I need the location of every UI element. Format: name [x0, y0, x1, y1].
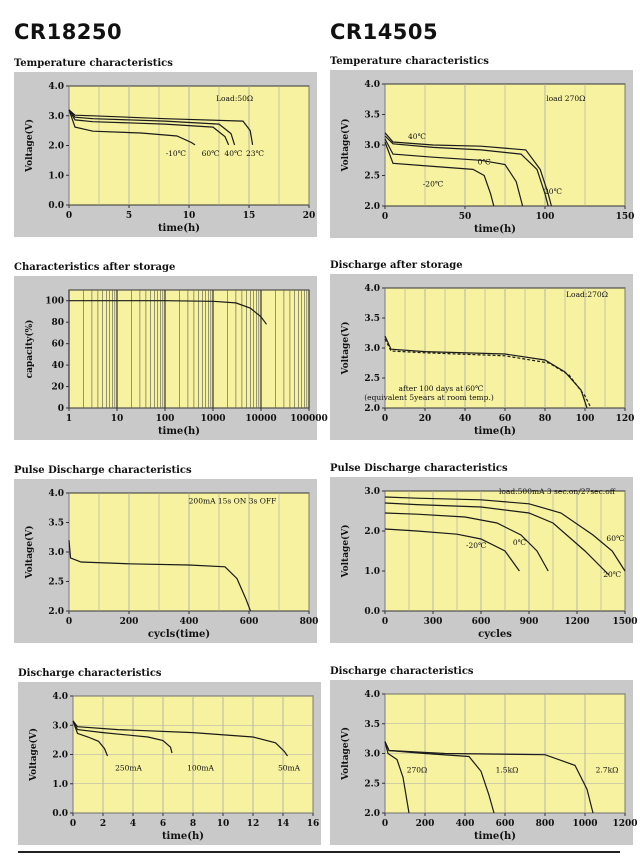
x-tick-label: 16 [306, 819, 320, 829]
y-tick-label: 3.5 [48, 518, 64, 529]
x-tick-label: 10 [110, 414, 124, 424]
x-tick-label: 60 [498, 414, 512, 424]
x-tick-label: 0 [381, 819, 389, 829]
y-tick-label: 100 [45, 296, 64, 307]
y-tick-label: 40 [51, 361, 64, 372]
x-tick-label: 5 [125, 211, 133, 221]
chart-annotation: load 270Ω [546, 94, 586, 104]
chart-panel [330, 477, 638, 643]
x-axis-label: time(h) [473, 426, 517, 437]
y-tick-label: 3.0 [364, 749, 380, 760]
x-tick-label: 200 [415, 819, 435, 829]
x-tick-label: 1 [65, 414, 73, 424]
y-tick-label: 4.0 [48, 82, 64, 92]
y-tick-label: 0.0 [364, 607, 380, 617]
y-axis-label: Voltage(V) [25, 525, 35, 579]
chart-annotation: load:500mA 3 sec.on/27sec.off [498, 487, 616, 497]
chart-svg [14, 72, 317, 237]
chart-svg [14, 276, 328, 440]
chart-panel [330, 70, 633, 238]
series-label: 0℃ [512, 538, 526, 547]
y-tick-label: 2.5 [364, 171, 380, 182]
x-tick-label: 1000 [572, 819, 598, 829]
y-tick-label: 2.0 [48, 607, 64, 617]
y-tick-label: 3.0 [364, 344, 380, 354]
y-tick-label: 4.0 [52, 692, 68, 702]
x-tick-label: 8 [189, 819, 197, 829]
y-tick-label: 3.5 [364, 110, 380, 121]
series-label: 60℃ [606, 534, 625, 543]
y-tick-label: 2.5 [364, 779, 380, 790]
series-label: 50mA [277, 763, 301, 773]
x-tick-label: 600 [495, 819, 515, 829]
chart-annotation: after 100 days at 60℃ [398, 384, 484, 394]
x-tick-label: 400 [455, 819, 475, 829]
x-tick-label: 40 [458, 414, 472, 424]
x-axis-label: cycls(time) [147, 629, 211, 640]
series-label: 23℃ [246, 148, 264, 158]
chart-panel [14, 72, 317, 237]
x-tick-label: 0 [381, 212, 389, 222]
x-tick-label: 900 [519, 617, 539, 627]
x-axis-label: time(h) [473, 224, 517, 235]
y-axis-label: Voltage(V) [25, 118, 35, 173]
x-tick-label: 600 [471, 617, 491, 627]
chart-title: Discharge characteristics [18, 668, 162, 679]
plot-area [69, 290, 309, 408]
series-label: -20℃ [465, 540, 487, 550]
chart-svg [18, 682, 321, 845]
series-label: 100mA [187, 763, 214, 773]
y-tick-label: 1.0 [364, 567, 380, 577]
chart-annotation: (equivalent 5years at room temp.) [364, 393, 494, 403]
y-axis-label: Voltage(V) [341, 726, 351, 781]
chart-svg [330, 274, 633, 440]
x-tick-label: 2 [99, 819, 107, 829]
y-tick-label: 4.0 [364, 690, 380, 700]
x-tick-label: 150 [615, 212, 635, 222]
y-axis-label: Voltage(V) [341, 321, 351, 375]
chart-title: Pulse Discharge characteristics [14, 465, 192, 476]
chart-title: Discharge characteristics [330, 666, 474, 677]
y-tick-label: 3.0 [364, 141, 380, 151]
y-tick-label: 2.0 [364, 202, 380, 212]
chart-svg [14, 479, 317, 643]
y-tick-label: 2.5 [48, 577, 64, 588]
chart-title: Pulse Discharge characteristics [330, 463, 508, 474]
series-label: 20℃ [603, 570, 622, 579]
y-tick-label: 0.0 [48, 201, 64, 211]
x-tick-label: 100 [155, 414, 175, 424]
y-tick-label: 2.0 [364, 809, 380, 819]
series-label: 270Ω [406, 765, 428, 775]
x-tick-label: 10000 [245, 414, 277, 424]
chart-title: Temperature characteristics [330, 56, 489, 67]
x-tick-label: 20 [418, 414, 432, 424]
y-tick-label: 2.0 [48, 141, 64, 152]
x-axis-label: time(h) [157, 426, 201, 437]
bottom-divider [18, 851, 620, 853]
x-tick-label: 0 [65, 617, 73, 627]
y-axis-label: Voltage(V) [29, 727, 39, 782]
y-tick-label: 4.0 [48, 489, 64, 499]
x-tick-label: 12 [246, 819, 260, 829]
x-axis-label: time(h) [157, 223, 201, 234]
x-tick-label: 0 [65, 211, 73, 221]
chart-svg [330, 70, 633, 238]
x-axis-label: time(h) [161, 831, 205, 842]
x-tick-label: 200 [119, 617, 139, 627]
x-tick-label: 1200 [612, 819, 638, 829]
chart-annotation: 200mA 15s ON 3s OFF [188, 496, 277, 506]
series-label: 20℃ [544, 186, 562, 196]
y-tick-label: 1.0 [48, 171, 64, 182]
chart-annotation: Load:270Ω [566, 290, 608, 299]
series-label: 1.5kΩ [495, 765, 519, 775]
y-axis-label: Voltage(V) [341, 524, 351, 578]
y-tick-label: 0 [57, 404, 64, 414]
series-label: 40℃ [408, 131, 426, 141]
y-tick-label: 4.0 [364, 284, 380, 294]
y-tick-label: 20 [51, 382, 64, 393]
x-tick-label: 600 [239, 617, 259, 627]
x-tick-label: 0 [381, 617, 389, 627]
chart-title: Characteristics after storage [14, 262, 176, 273]
y-tick-label: 3.0 [364, 487, 380, 497]
y-axis-label: Voltage(V) [341, 118, 351, 172]
x-tick-label: 0 [381, 414, 389, 424]
y-tick-label: 2.0 [52, 750, 68, 761]
x-tick-label: 100 [575, 414, 595, 424]
left-model-title: CR18250 [14, 20, 123, 44]
y-tick-label: 2.5 [364, 374, 380, 384]
x-tick-label: 400 [179, 617, 199, 627]
x-axis-label: cycles [478, 629, 512, 640]
x-tick-label: 50 [458, 212, 472, 222]
y-tick-label: 4.0 [364, 80, 380, 90]
x-tick-label: 1000 [200, 414, 226, 424]
x-tick-label: 10 [182, 211, 196, 221]
x-tick-label: 0 [69, 819, 77, 829]
x-tick-label: 1200 [564, 617, 590, 627]
chart-title: Discharge after storage [330, 260, 463, 271]
x-tick-label: 80 [538, 414, 552, 424]
chart-panel [330, 680, 638, 845]
chart-panel [18, 682, 321, 845]
y-tick-label: 3.5 [364, 719, 380, 730]
y-tick-label: 3.0 [48, 111, 64, 122]
x-tick-label: 10 [216, 819, 230, 829]
x-tick-label: 20 [302, 211, 316, 221]
y-tick-label: 60 [51, 339, 64, 350]
chart-title: Temperature characteristics [14, 58, 173, 69]
x-tick-label: 14 [276, 819, 290, 829]
series-label: 2.7kΩ [595, 765, 619, 775]
chart-annotation: Load:50Ω [216, 93, 254, 103]
x-tick-label: 120 [615, 414, 635, 424]
chart-panel [14, 479, 317, 643]
x-tick-label: 800 [535, 819, 555, 829]
chart-svg [330, 680, 638, 845]
right-model-title: CR14505 [330, 20, 439, 44]
chart-svg [330, 477, 638, 643]
y-tick-label: 0.0 [52, 809, 68, 819]
y-tick-label: 3.0 [52, 721, 68, 732]
y-tick-label: 3.0 [48, 548, 64, 558]
y-axis-label: capacity(%) [25, 319, 35, 379]
y-tick-label: 1.0 [52, 779, 68, 790]
x-tick-label: 100 [535, 212, 555, 222]
x-tick-label: 800 [299, 617, 319, 627]
chart-panel [14, 276, 328, 440]
series-label: 250mA [115, 763, 142, 773]
y-tick-label: 2.0 [364, 527, 380, 537]
x-tick-label: 15 [242, 211, 256, 221]
series-label: 40℃ [224, 148, 243, 158]
y-tick-label: 80 [51, 318, 64, 329]
chart-panel [330, 274, 633, 440]
x-axis-label: time(h) [473, 831, 517, 842]
x-tick-label: 6 [159, 819, 167, 829]
series-label: -20℃ [422, 179, 444, 189]
y-tick-label: 3.5 [364, 314, 380, 324]
series-label: 0℃ [477, 157, 491, 167]
series-label: 60℃ [201, 148, 220, 158]
x-tick-label: 100000 [290, 414, 328, 424]
x-tick-label: 4 [129, 819, 137, 829]
x-tick-label: 300 [423, 617, 443, 627]
x-tick-label: 1500 [612, 617, 638, 627]
y-tick-label: 2.0 [364, 404, 380, 414]
series-label: -10℃ [165, 148, 187, 158]
